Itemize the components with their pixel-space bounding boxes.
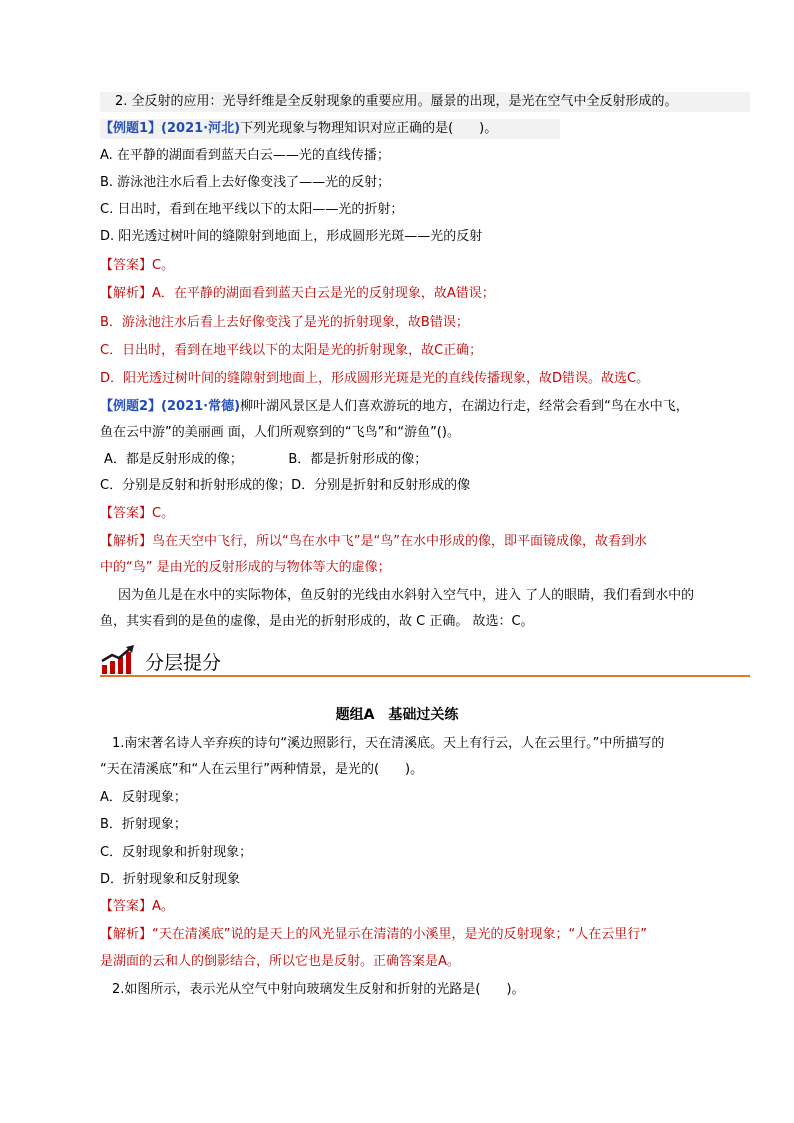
example2-options-ab: A．都是反射形成的像； B．都是折射形成的像；	[104, 452, 428, 467]
section-title: 分层提分	[145, 652, 222, 674]
example2-question-cont: 鱼在云中游”的美丽画 面，人们所观察到的“飞鸟”和“游鱼”()。	[100, 425, 460, 440]
example1-option-c: C. 日出时，看到在地平线以下的太阳——光的折射；	[100, 202, 404, 217]
example2-heading	[100, 397, 689, 417]
paragraph-total-reflection: 2. 全反射的应用：光导纤维是全反射现象的重要应用。蜃景的出现，是光在空气中全反射形成的。	[100, 92, 750, 112]
q1-answer: 【答案】A。	[100, 899, 174, 914]
example1-analysis-a: 【解析】A．在平静的湖面看到蓝天白云是光的反射现象，故A错误；	[100, 286, 495, 301]
example1-option-d: D. 阳光透过树叶间的缝隙射到地面上，形成圆形光斑——光的反射	[100, 229, 483, 244]
q1-option-d: D．折射现象和反射现象	[100, 872, 241, 887]
example1-option-a: A. 在平静的湖面看到蓝天白云——光的直线传播；	[100, 148, 390, 163]
example2-answer: 【答案】C。	[100, 506, 175, 521]
q1-option-a: A．反射现象；	[100, 790, 187, 805]
section-divider	[100, 675, 750, 677]
q1-option-b: B．折射现象；	[100, 817, 187, 832]
example1-question: 下列光现象与物理知识对应正确的是( )。	[240, 121, 498, 136]
example1-heading	[100, 119, 560, 139]
example1-option-b: B. 游泳池注水后看上去好像变浅了——光的反射；	[100, 175, 391, 190]
example1-tag: 【例题1】(2021·河北)	[100, 121, 241, 136]
example2-analysis-3: 因为鱼儿是在水中的实际物体，鱼反射的光线由水斜射入空气中，进入 了人的眼睛，我们看到水中的	[118, 588, 695, 603]
example2-tag: 【例题2】(2021·常德)	[100, 399, 241, 414]
example1-analysis-d: D．阳光透过树叶间的缝隙射到地面上，形成圆形光斑是光的直线传播现象，故D错误。故选C。	[100, 371, 650, 386]
example1-analysis-b: B．游泳池注水后看上去好像变浅了是光的折射现象，故B错误；	[100, 315, 469, 330]
q1-analysis-1: 【解析】“天在清溪底”说的是天上的风光显示在清清的小溪里，是光的反射现象；“人在云里行”	[100, 927, 647, 942]
example2-options-cd: C．分别是反射和折射形成的像；D．分别是折射和反射形成的像	[100, 478, 471, 493]
q1-option-c: C．反射现象和折射现象；	[100, 845, 253, 860]
q1-stem-2: “天在清溪底”和“人在云里行”两种情景，是光的( )。	[100, 762, 424, 777]
example1-analysis-c: C．日出时，看到在地平线以下的太阳是光的折射现象，故C正确；	[100, 343, 483, 358]
q1-analysis-2: 是湖面的云和人的倒影结合，所以它也是反射。正确答案是A。	[100, 954, 460, 969]
example2-analysis-1: 【解析】鸟在天空中飞行，所以“鸟在水中飞”是“鸟”在水中形成的像，即平面镜成像，故看到水	[100, 534, 647, 549]
q2-stem: 2.如图所示，表示光从空气中射向玻璃发生反射和折射的光路是( )。	[112, 982, 525, 997]
example2-question: 柳叶湖风景区是人们喜欢游玩的地方，在湖边行走，经常会看到“鸟在水中飞，	[240, 399, 689, 414]
q1-stem-1: 1.南宋著名诗人辛弃疾的诗句“溪边照影行，天在清溪底。天上有行云，人在云里行。”中所描写的	[112, 736, 665, 751]
example2-analysis-4: 鱼，其实看到的是鱼的虚像，是由光的折射形成的，故 C 正确。 故选：C。	[100, 614, 534, 629]
group-title: 题组A 基础过关练	[335, 707, 459, 723]
example1-answer: 【答案】C。	[100, 258, 175, 273]
rising-chart-icon	[100, 645, 136, 675]
example2-analysis-2: 中的“鸟” 是由光的反射形成的与物体等大的虚像；	[100, 560, 391, 575]
